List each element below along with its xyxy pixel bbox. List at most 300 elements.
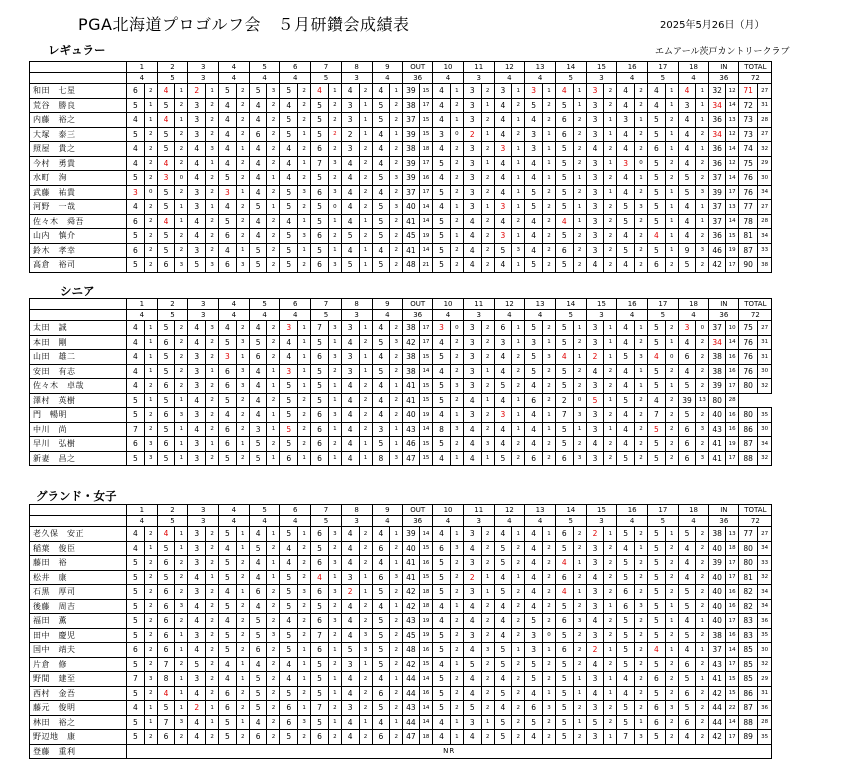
hole-points: 2 (542, 672, 555, 687)
hole-strokes: 4 (127, 701, 145, 716)
hole-strokes: 5 (617, 657, 635, 672)
hole-points: 2 (573, 258, 586, 273)
hole-points: 2 (635, 243, 648, 258)
total-strokes: 71 (739, 84, 758, 99)
hole-strokes: 5 (249, 701, 267, 716)
hole-strokes: 3 (463, 171, 481, 186)
hole-strokes: 5 (433, 628, 451, 643)
hole-points: 2 (144, 171, 157, 186)
hole-number: 9 (372, 299, 403, 310)
out-points: 15 (419, 113, 433, 128)
player-name: 門 暢明 (30, 408, 127, 423)
hole-header-row (30, 62, 772, 73)
hole-strokes: 4 (678, 200, 696, 215)
player-name: 石黒 厚司 (30, 585, 127, 600)
par-value: 36 (709, 516, 739, 527)
player-row (30, 364, 772, 379)
hole-strokes: 4 (249, 185, 267, 200)
hole-points: 1 (450, 451, 463, 466)
hole-strokes: 8 (433, 422, 451, 437)
hole-strokes: 6 (249, 585, 267, 600)
total-strokes: 83 (739, 628, 758, 643)
hole-points: 2 (175, 350, 188, 365)
total-strokes: 76 (739, 364, 758, 379)
hole-points: 2 (604, 200, 617, 215)
hole-points: 2 (604, 585, 617, 600)
hole-strokes: 4 (341, 672, 359, 687)
hole-points: 2 (512, 350, 525, 365)
hole-points: 2 (236, 127, 249, 142)
player-name: 荒谷 勝良 (30, 98, 127, 113)
hole-points: 1 (267, 171, 280, 186)
hole-strokes: 4 (341, 171, 359, 186)
hole-strokes: 4 (219, 672, 237, 687)
player-row (30, 393, 772, 408)
hole-strokes: 4 (219, 98, 237, 113)
hole-points: 3 (328, 156, 341, 171)
hole-strokes: 5 (157, 701, 175, 716)
hole-points: 2 (390, 541, 403, 556)
out-strokes: 41 (403, 379, 420, 394)
hole-strokes: 4 (648, 350, 666, 365)
hole-strokes: 4 (494, 156, 512, 171)
hole-points: 1 (665, 229, 678, 244)
total-points: 27 (757, 200, 772, 215)
hole-points: 2 (390, 142, 403, 157)
player-row (30, 185, 772, 200)
in-strokes: 37 (709, 200, 726, 215)
hole-points: 2 (328, 113, 341, 128)
hole-strokes: 3 (188, 437, 206, 452)
hole-number: 6 (280, 505, 311, 516)
total-strokes: 81 (739, 229, 758, 244)
hole-points: 1 (604, 643, 617, 658)
out-strokes: 48 (403, 258, 420, 273)
in-points: 16 (725, 628, 739, 643)
hole-points: 2 (696, 364, 709, 379)
hole-points: 2 (573, 541, 586, 556)
hole-points: 1 (359, 657, 372, 672)
hole-points: 2 (206, 556, 219, 571)
hole-strokes: 4 (341, 243, 359, 258)
hole-points: 2 (328, 628, 341, 643)
hole-points: 2 (665, 258, 678, 273)
hole-points: 0 (573, 393, 586, 408)
total-strokes: 85 (739, 657, 758, 672)
hole-points: 2 (359, 393, 372, 408)
hole-strokes: 5 (219, 171, 237, 186)
section-label-grand-ladies: グランド・女子 (36, 489, 117, 503)
hole-strokes: 4 (188, 686, 206, 701)
hole-points: 1 (573, 422, 586, 437)
hole-points: 2 (175, 229, 188, 244)
hole-points: 3 (298, 715, 311, 730)
out-points: 17 (419, 98, 433, 113)
hole-strokes: 5 (280, 84, 298, 99)
hole-points: 1 (328, 422, 341, 437)
hole-points: 1 (450, 200, 463, 215)
player-row (30, 142, 772, 157)
hole-strokes: 6 (555, 113, 573, 128)
hole-points: 2 (604, 84, 617, 99)
hole-points: 2 (696, 686, 709, 701)
hole-strokes: 5 (219, 451, 237, 466)
hole-strokes: 7 (311, 701, 329, 716)
hole-points: 2 (175, 335, 188, 350)
in-strokes: 39 (709, 556, 726, 571)
in-strokes: 80 (709, 393, 726, 408)
hole-strokes: 4 (188, 142, 206, 157)
total-points: 34 (757, 599, 772, 614)
hole-points: 2 (665, 451, 678, 466)
out-strokes: 43 (403, 701, 420, 716)
total-points: 30 (757, 364, 772, 379)
hole-strokes: 3 (494, 142, 512, 157)
hole-points: 3 (450, 541, 463, 556)
hole-points: 1 (573, 715, 586, 730)
par-value: 5 (311, 310, 342, 321)
hole-points: 2 (175, 142, 188, 157)
hole-strokes: 4 (678, 229, 696, 244)
hole-points: 1 (665, 379, 678, 394)
hole-points: 1 (359, 570, 372, 585)
hole-points: 2 (696, 701, 709, 716)
hole-strokes: 4 (372, 142, 390, 157)
hole-strokes: 7 (311, 321, 329, 336)
hole-points: 1 (604, 113, 617, 128)
in-points: 14 (725, 715, 739, 730)
hole-strokes: 5 (648, 628, 666, 643)
total-points: 32 (757, 142, 772, 157)
total-points: 29 (757, 156, 772, 171)
player-row (30, 422, 772, 437)
hole-points: 3 (236, 258, 249, 273)
hole-points: 2 (512, 437, 525, 452)
hole-strokes: 5 (555, 599, 573, 614)
hole-points: 2 (542, 379, 555, 394)
hole-strokes: 4 (617, 321, 635, 336)
hole-points: 1 (390, 127, 403, 142)
hole-points: 2 (390, 185, 403, 200)
out-points: 15 (419, 570, 433, 585)
in-points: 16 (725, 408, 739, 423)
hole-points: 1 (573, 321, 586, 336)
hole-strokes: 6 (157, 379, 175, 394)
hole-strokes: 5 (648, 321, 666, 336)
hole-points: 1 (144, 335, 157, 350)
hole-strokes: 6 (157, 585, 175, 600)
hole-points: 2 (267, 113, 280, 128)
hole-strokes: 3 (463, 335, 481, 350)
hole-points: 2 (635, 98, 648, 113)
par-value: 4 (525, 73, 556, 84)
hole-points: 2 (696, 335, 709, 350)
hole-points: 2 (206, 243, 219, 258)
hole-points: 1 (481, 200, 494, 215)
hole-points: 2 (450, 556, 463, 571)
out-points: 14 (419, 200, 433, 215)
out-points: 15 (419, 393, 433, 408)
hole-number: TOTAL (739, 62, 772, 73)
hole-points: 2 (144, 614, 157, 629)
hole-points: 2 (696, 730, 709, 745)
in-strokes: 36 (709, 142, 726, 157)
hole-points: 1 (481, 156, 494, 171)
hole-points: 2 (512, 686, 525, 701)
hole-points: 2 (206, 113, 219, 128)
hole-strokes: 4 (678, 214, 696, 229)
in-points: 13 (725, 200, 739, 215)
hole-points: 2 (481, 599, 494, 614)
hole-strokes: 6 (219, 229, 237, 244)
hole-strokes: 5 (219, 527, 237, 542)
hole-points: 1 (604, 599, 617, 614)
hole-strokes: 3 (463, 142, 481, 157)
par-value: 4 (494, 310, 525, 321)
hole-strokes: 5 (249, 335, 267, 350)
hole-points: 1 (696, 84, 709, 99)
hole-strokes: 6 (127, 643, 145, 658)
hole-points: 2 (175, 585, 188, 600)
hole-strokes: 4 (463, 730, 481, 745)
hole-points: 2 (604, 258, 617, 273)
hole-strokes: 4 (525, 408, 543, 423)
hole-strokes: 6 (157, 599, 175, 614)
par-value: 4 (219, 310, 250, 321)
hole-strokes: 2 (463, 127, 481, 142)
hole-strokes: 3 (586, 628, 604, 643)
hole-strokes: 7 (555, 408, 573, 423)
hole-strokes: 3 (188, 527, 206, 542)
hole-strokes: 5 (433, 379, 451, 394)
out-points: 16 (419, 643, 433, 658)
hole-points: 1 (450, 599, 463, 614)
total-points: 33 (757, 243, 772, 258)
hole-strokes: 6 (678, 350, 696, 365)
hole-points: 13 (696, 393, 709, 408)
in-strokes: 36 (709, 229, 726, 244)
hole-points: 2 (512, 701, 525, 716)
total-strokes: 80 (739, 556, 758, 571)
hole-strokes: 3 (188, 98, 206, 113)
hole-points: 3 (390, 171, 403, 186)
hole-number: 13 (525, 299, 556, 310)
hole-strokes: 7 (648, 408, 666, 423)
hole-points: 1 (359, 321, 372, 336)
hole-strokes: 5 (219, 730, 237, 745)
hole-strokes: 4 (525, 556, 543, 571)
hole-strokes: 4 (280, 98, 298, 113)
hole-number: 6 (280, 62, 311, 73)
hole-points: 1 (542, 84, 555, 99)
hole-strokes: 5 (433, 686, 451, 701)
hole-points: 1 (298, 127, 311, 142)
total-strokes: 86 (739, 686, 758, 701)
par-row (30, 310, 772, 321)
hole-points: 2 (481, 142, 494, 157)
player-name: 和田 七星 (30, 84, 127, 99)
par-value: 3 (586, 73, 617, 84)
hole-points: 2 (604, 214, 617, 229)
hole-points: 2 (175, 364, 188, 379)
hole-strokes: 4 (617, 142, 635, 157)
hole-points: 2 (267, 98, 280, 113)
hole-points: 2 (450, 214, 463, 229)
hole-points: 1 (573, 585, 586, 600)
hole-strokes: 5 (280, 599, 298, 614)
hole-points: 2 (696, 541, 709, 556)
player-row (30, 156, 772, 171)
hole-points: 2 (635, 229, 648, 244)
hole-points: 2 (542, 541, 555, 556)
hole-strokes: 4 (341, 556, 359, 571)
hole-points: 2 (175, 98, 188, 113)
hole-points: 1 (206, 570, 219, 585)
hole-points: 2 (328, 701, 341, 716)
hole-strokes: 6 (219, 686, 237, 701)
hole-strokes: 5 (157, 200, 175, 215)
hole-strokes: 6 (311, 185, 329, 200)
hole-strokes: 5 (219, 214, 237, 229)
hole-strokes: 4 (463, 686, 481, 701)
hole-strokes: 5 (249, 437, 267, 452)
player-name: 登藤 重利 (30, 744, 127, 759)
hole-strokes: 3 (617, 156, 635, 171)
hole-points: 2 (481, 350, 494, 365)
hole-strokes: 4 (280, 556, 298, 571)
hole-strokes: 4 (617, 335, 635, 350)
hole-strokes: 6 (311, 350, 329, 365)
hole-strokes: 4 (525, 113, 543, 128)
hole-points: 2 (604, 171, 617, 186)
hole-points: 2 (512, 98, 525, 113)
in-points: 10 (725, 321, 739, 336)
out-points: 15 (419, 437, 433, 452)
hole-strokes: 4 (188, 214, 206, 229)
par-value: 4 (433, 516, 464, 527)
hole-points: 2 (635, 556, 648, 571)
hole-strokes: 5 (648, 451, 666, 466)
hole-number: 2 (157, 299, 188, 310)
hole-points: 2 (206, 393, 219, 408)
hole-strokes: 4 (617, 437, 635, 452)
hole-points: 2 (635, 570, 648, 585)
hole-strokes: 6 (311, 643, 329, 658)
hole-strokes: 4 (617, 408, 635, 423)
hole-points: 2 (359, 84, 372, 99)
hole-points: 2 (144, 214, 157, 229)
hole-points: 1 (573, 350, 586, 365)
hole-points: 2 (604, 556, 617, 571)
hole-points: 2 (450, 335, 463, 350)
hole-points: 2 (298, 570, 311, 585)
section-label-senior: シニア (60, 284, 95, 298)
hole-number: 7 (311, 62, 342, 73)
hole-strokes: 4 (219, 113, 237, 128)
hole-strokes: 4 (555, 350, 573, 365)
hole-strokes: 5 (648, 200, 666, 215)
player-row (30, 744, 772, 759)
hole-points: 1 (512, 156, 525, 171)
out-strokes: 41 (403, 214, 420, 229)
hole-points: 2 (542, 451, 555, 466)
hole-strokes: 4 (525, 156, 543, 171)
hole-strokes: 4 (188, 422, 206, 437)
hole-points: 2 (542, 321, 555, 336)
hole-strokes: 3 (188, 451, 206, 466)
hole-points: 2 (175, 730, 188, 745)
hole-strokes: 5 (157, 350, 175, 365)
hole-points: 1 (236, 243, 249, 258)
hole-points: 1 (298, 657, 311, 672)
hole-points: 2 (512, 585, 525, 600)
hole-strokes: 4 (494, 350, 512, 365)
hole-number: 10 (433, 299, 464, 310)
hole-strokes: 3 (188, 628, 206, 643)
hole-points: 1 (298, 643, 311, 658)
hole-points: 2 (696, 408, 709, 423)
hole-points: 1 (298, 243, 311, 258)
hole-strokes: 5 (249, 614, 267, 629)
hole-points: 2 (604, 614, 617, 629)
hole-header-row (30, 505, 772, 516)
hole-points: 1 (635, 171, 648, 186)
total-points: 34 (757, 541, 772, 556)
hole-points: 2 (604, 570, 617, 585)
hole-strokes: 5 (341, 258, 359, 273)
hole-points: 1 (512, 229, 525, 244)
player-row (30, 541, 772, 556)
out-strokes: 38 (403, 142, 420, 157)
in-points: 14 (725, 98, 739, 113)
hole-points: 2 (481, 258, 494, 273)
out-strokes: 39 (403, 156, 420, 171)
hole-strokes: 4 (372, 672, 390, 687)
hole-points: 2 (359, 335, 372, 350)
hole-points: 2 (450, 258, 463, 273)
hole-strokes: 5 (372, 701, 390, 716)
hole-strokes: 5 (525, 98, 543, 113)
hole-number: 7 (311, 505, 342, 516)
hole-points: 2 (635, 142, 648, 157)
in-strokes: 37 (709, 214, 726, 229)
hole-strokes: 5 (280, 200, 298, 215)
player-row (30, 171, 772, 186)
hole-strokes: 6 (311, 585, 329, 600)
hole-strokes: 5 (311, 113, 329, 128)
total-points: 30 (757, 643, 772, 658)
hole-points: 2 (359, 171, 372, 186)
hole-strokes: 2 (555, 393, 573, 408)
out-points: 16 (419, 556, 433, 571)
hole-strokes: 5 (372, 113, 390, 128)
hole-points: 2 (175, 243, 188, 258)
hole-number: 11 (463, 505, 494, 516)
hole-points: 2 (144, 84, 157, 99)
hole-strokes: 4 (219, 156, 237, 171)
hole-points: 1 (359, 113, 372, 128)
hole-strokes: 5 (525, 350, 543, 365)
total-strokes: 90 (739, 258, 758, 273)
hole-strokes: 3 (188, 185, 206, 200)
hole-points: 0 (144, 185, 157, 200)
in-strokes: 34 (709, 127, 726, 142)
hole-points: 2 (665, 393, 678, 408)
event-date: 2025年5月26日（月） (660, 20, 765, 31)
total-strokes: 78 (739, 214, 758, 229)
out-points: 17 (419, 321, 433, 336)
player-row (30, 243, 772, 258)
